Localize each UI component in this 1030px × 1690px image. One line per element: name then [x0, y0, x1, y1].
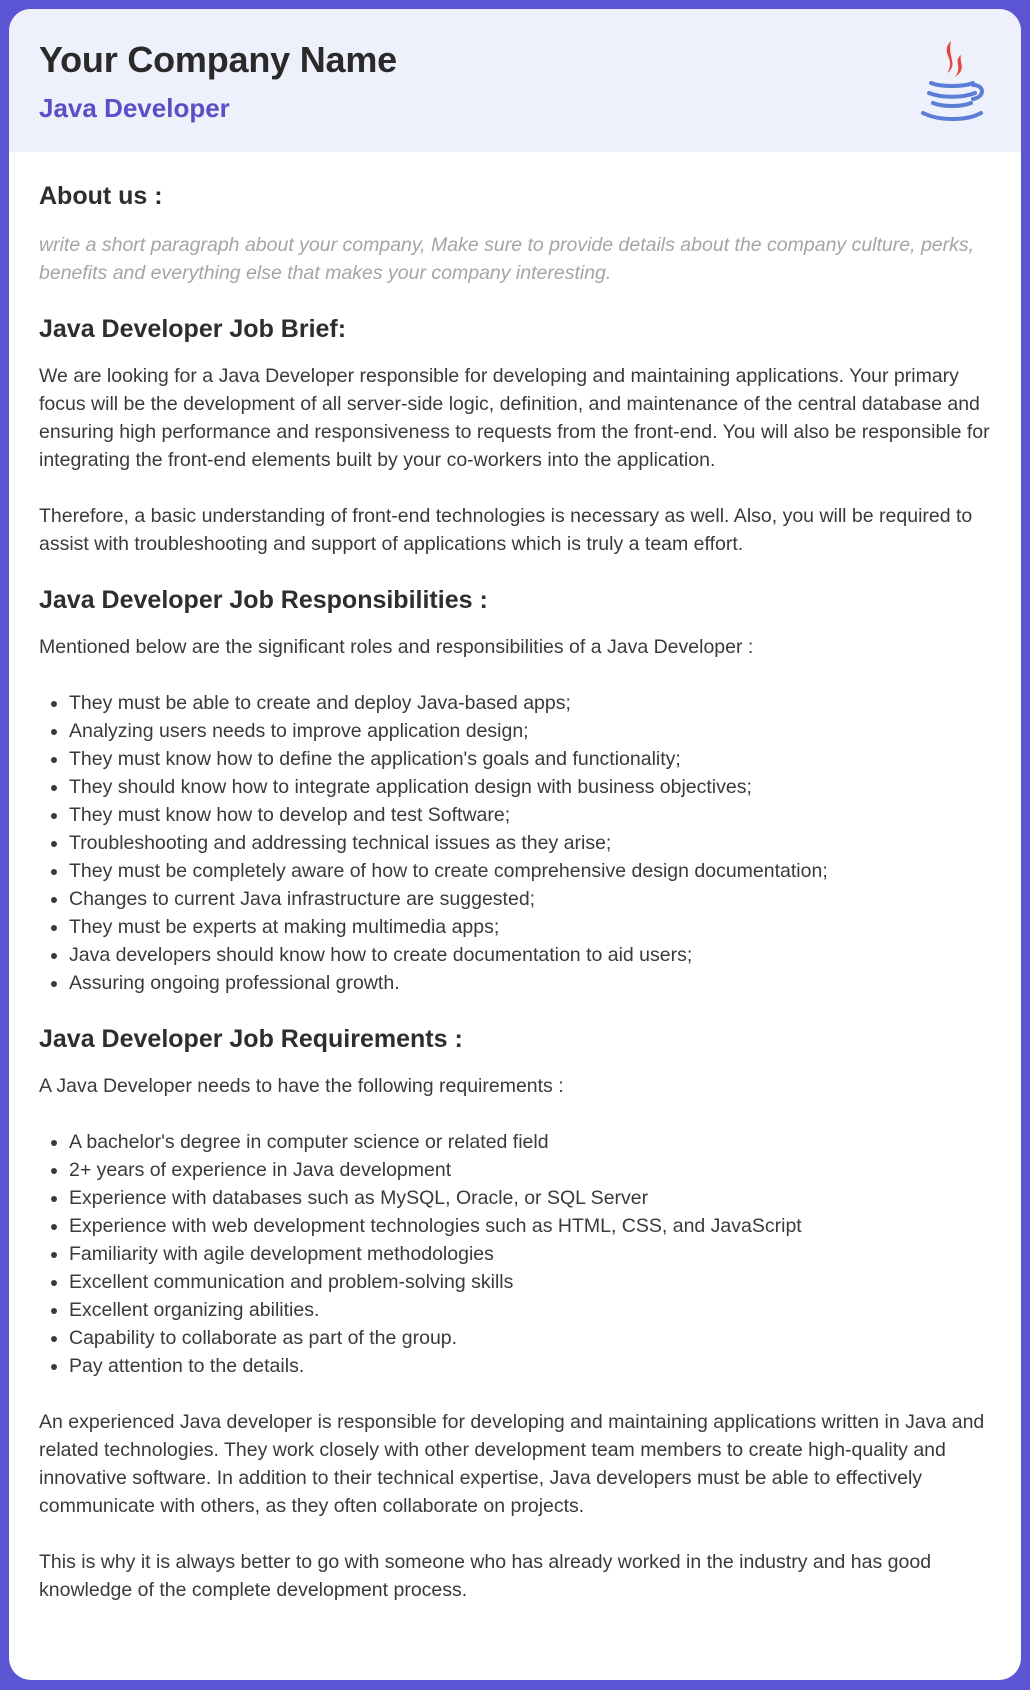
list-item: • Experience with web development technologies such as HTML, CSS, and JavaScript — [69, 1212, 991, 1240]
list-item: • Pay attention to the details. — [69, 1352, 991, 1380]
requirements-heading: Java Developer Job Requirements : — [39, 1025, 463, 1053]
list-item: • They should know how to integrate application design with business objectives; — [69, 773, 991, 801]
list-item: • They must be completely aware of how to create comprehensive design documentation; — [69, 857, 991, 885]
brief-paragraph-1: We are looking for a Java Developer responsible for developing and maintaining applications. Your primary focus will be the development of all server-side logic, definition, and maintenance of the central database and ensuring high performance and responsiveness to requests from the front-end. You will also be responsible for integrating the front-end elements built by your co-workers into the application. — [39, 365, 990, 471]
requirements-intro: A Java Developer needs to have the following requirements : — [39, 1075, 564, 1097]
list-item: • 2+ years of experience in Java development — [69, 1156, 991, 1184]
brief-heading: Java Developer Job Brief: — [39, 315, 347, 343]
closing-paragraph-2: This is why it is always better to go with someone who has already worked in the industry and has good knowledge of the complete development process. — [39, 1551, 932, 1601]
list-item: • Troubleshooting and addressing technical issues as they arise; — [69, 829, 991, 857]
responsibilities-intro: Mentioned below are the significant roles and responsibilities of a Java Developer : — [39, 636, 754, 658]
list-item: • They must be experts at making multimedia apps; — [69, 913, 991, 941]
closing-paragraph-1: An experienced Java developer is responsible for developing and maintaining applications written in Java and related technologies. They work closely with other development team members to create high-quality and innovative software. In addition to their technical expertise, Java developers must be able to effectively communicate with others, as they often collaborate on projects. — [39, 1411, 985, 1517]
requirements-list — [39, 1128, 991, 1380]
list-item: • Changes to current Java infrastructure are suggested; — [69, 885, 991, 913]
list-item: • Familiarity with agile development methodologies — [69, 1240, 991, 1268]
list-item: • Java developers should know how to create documentation to aid users; — [69, 941, 991, 969]
list-item: • They must be able to create and deploy Java-based apps; — [69, 689, 991, 717]
card-header — [9, 9, 1021, 152]
responsibilities-list — [39, 689, 991, 997]
brief-paragraph-2: Therefore, a basic understanding of front-end technologies is necessary as well. Also, you will be required to assist with troubleshooting and support of applications which is truly a team effort. — [39, 505, 973, 555]
about-heading: About us : — [39, 182, 163, 210]
responsibilities-heading: Java Developer Job Responsibilities : — [39, 586, 488, 614]
job-title: Java Developer — [39, 93, 230, 123]
list-item: • Analyzing users needs to improve application design; — [69, 717, 991, 745]
java-logo-icon — [917, 39, 987, 125]
list-item: • Experience with databases such as MySQL, Oracle, or SQL Server — [69, 1184, 991, 1212]
job-description-card — [9, 9, 1021, 1680]
company-name: Your Company Name — [39, 39, 398, 80]
list-item: • They must know how to define the application's goals and functionality; — [69, 745, 991, 773]
list-item: • Excellent organizing abilities. — [69, 1296, 991, 1324]
about-text: write a short paragraph about your company, Make sure to provide details about the company culture, perks, benefits and everything else that makes your company interesting. — [39, 234, 975, 284]
card-content — [9, 152, 1021, 1604]
list-item: • They must know how to develop and test Software; — [69, 801, 991, 829]
list-item: • A bachelor's degree in computer science or related field — [69, 1128, 991, 1156]
list-item: • Assuring ongoing professional growth. — [69, 969, 991, 997]
list-item: • Capability to collaborate as part of the group. — [69, 1324, 991, 1352]
list-item: • Excellent communication and problem-solving skills — [69, 1268, 991, 1296]
